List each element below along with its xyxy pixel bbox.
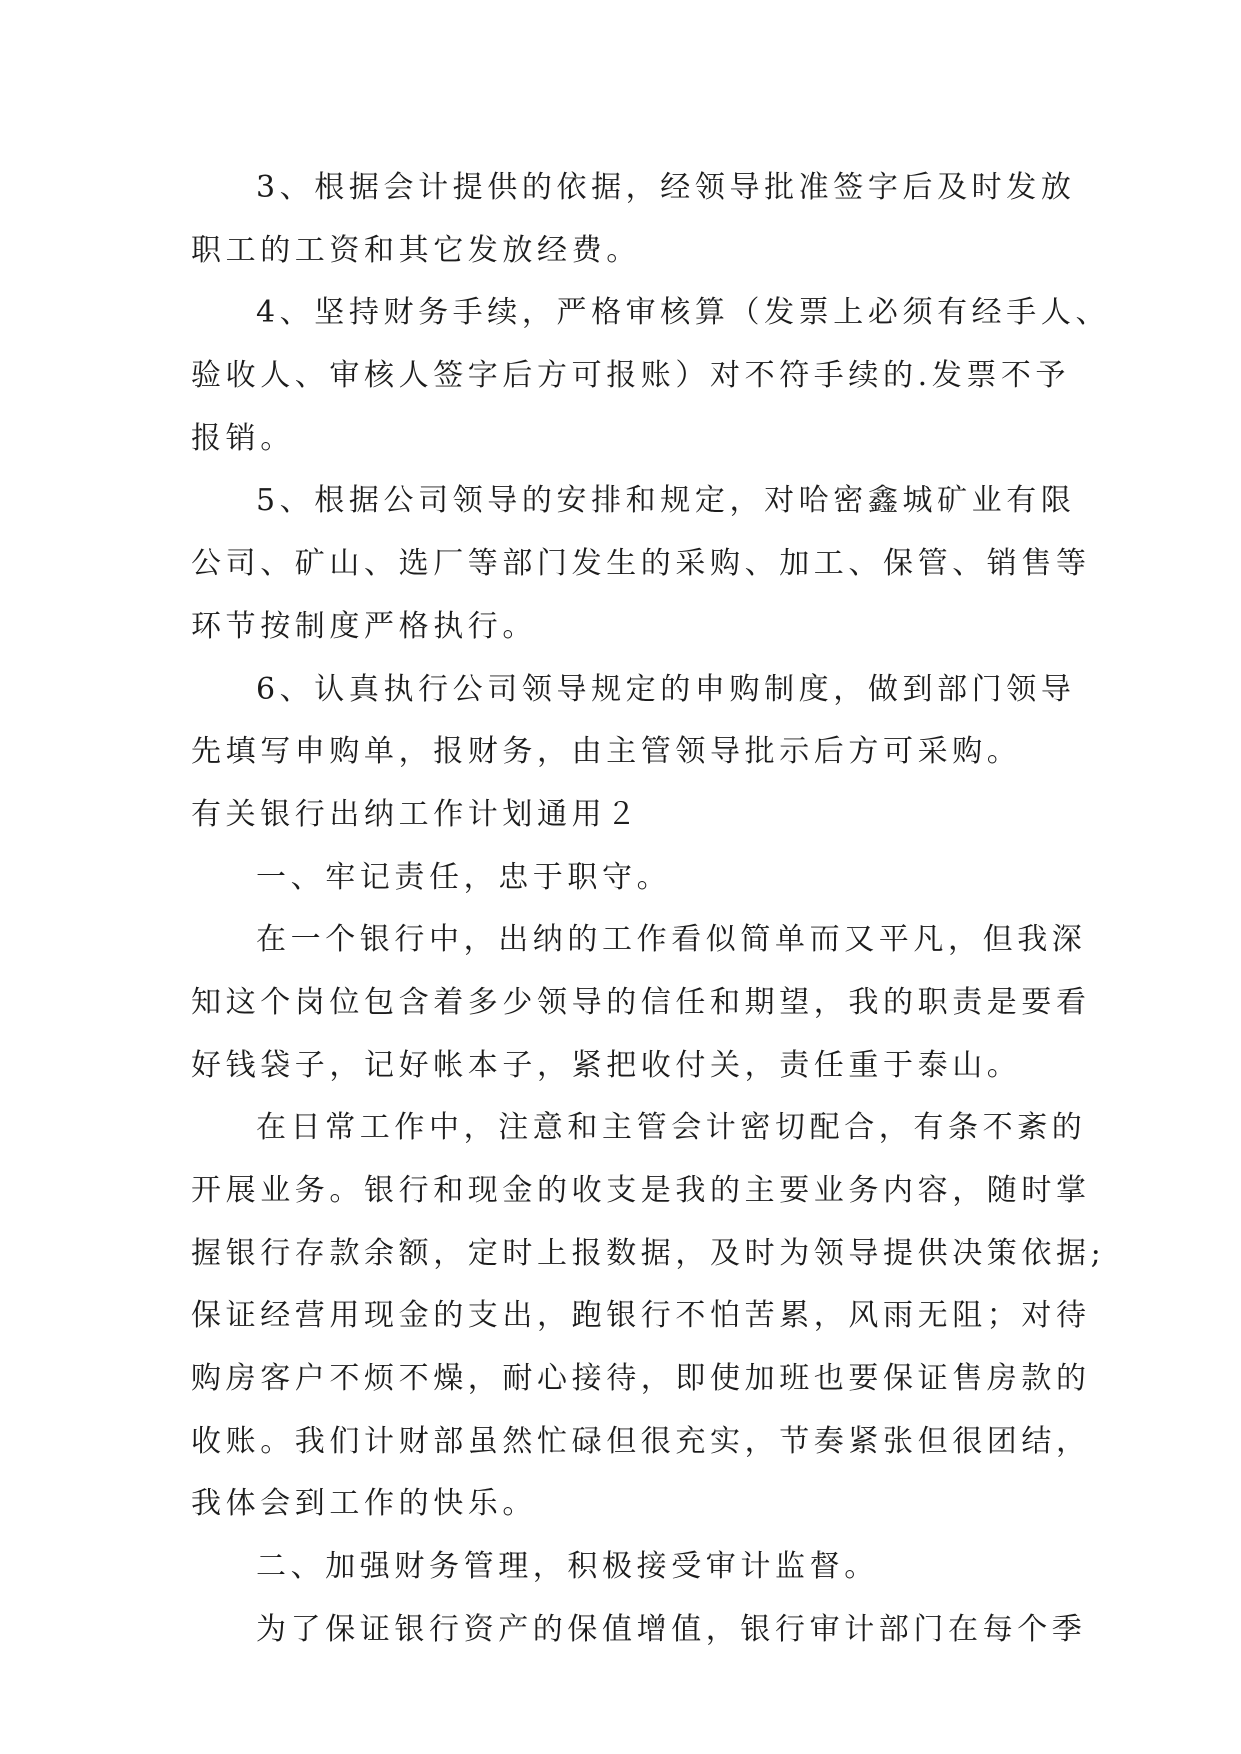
text-line: 环节按制度严格执行。 xyxy=(191,608,537,644)
text-line: 验收人、审核人签字后方可报账）对不符手续的.发票不予 xyxy=(191,358,1071,394)
text-line: 二、加强财务管理，积极接受审计监督。 xyxy=(256,1549,879,1585)
text-line: 公司、矿山、选厂等部门发生的采购、加工、保管、销售等 xyxy=(191,546,1091,582)
text-line: 在一个银行中，出纳的工作看似简单而又平凡，但我深 xyxy=(256,922,1087,958)
text-line: 一、牢记责任，忠于职守。 xyxy=(256,859,672,895)
text-line: 知这个岗位包含着多少领导的信任和期望，我的职责是要看 xyxy=(191,984,1091,1020)
text-line: 在日常工作中，注意和主管会计密切配合，有条不紊的 xyxy=(256,1110,1087,1146)
text-line: 开展业务。银行和现金的收支是我的主要业务内容，随时掌 xyxy=(191,1173,1091,1208)
text-line: 4、坚持财务手续，严格审核算（发票上必须有经手人、 xyxy=(256,295,1111,331)
text-line: 我体会到工作的快乐。 xyxy=(191,1486,537,1522)
text-line: 报销。 xyxy=(191,420,295,456)
section-heading: 有关银行出纳工作计划通用２ xyxy=(191,796,641,832)
text-line: 握银行存款余额，定时上报数据，及时为领导提供决策依据; xyxy=(191,1235,1106,1271)
text-line: 先填写申购单，报财务，由主管领导批示后方可采购。 xyxy=(191,734,1022,770)
text-line: 5、根据公司领导的安排和规定，对哈密鑫城矿业有限 xyxy=(256,483,1076,519)
text-line: 为了保证银行资产的保值增值，银行审计部门在每个季 xyxy=(256,1611,1087,1647)
text-line: 购房客户不烦不燥，耐心接待，即使加班也要保证售房款的 xyxy=(191,1361,1091,1397)
text-line: 3、根据会计提供的依据，经领导批准签字后及时发放 xyxy=(256,170,1076,205)
document-body xyxy=(191,157,1111,1662)
text-line: 保证经营用现金的支出，跑银行不怕苦累，风雨无阻；对待 xyxy=(191,1298,1091,1334)
text-line: 好钱袋子，记好帐本子，紧把收付关，责任重于泰山。 xyxy=(191,1047,1022,1083)
text-line: 收账。我们计财部虽然忙碌但很充实，节奏紧张但很团结， xyxy=(191,1423,1091,1459)
text-line: 职工的工资和其它发放经费。 xyxy=(191,232,641,268)
text-line: 6、认真执行公司领导规定的申购制度，做到部门领导 xyxy=(256,671,1076,707)
